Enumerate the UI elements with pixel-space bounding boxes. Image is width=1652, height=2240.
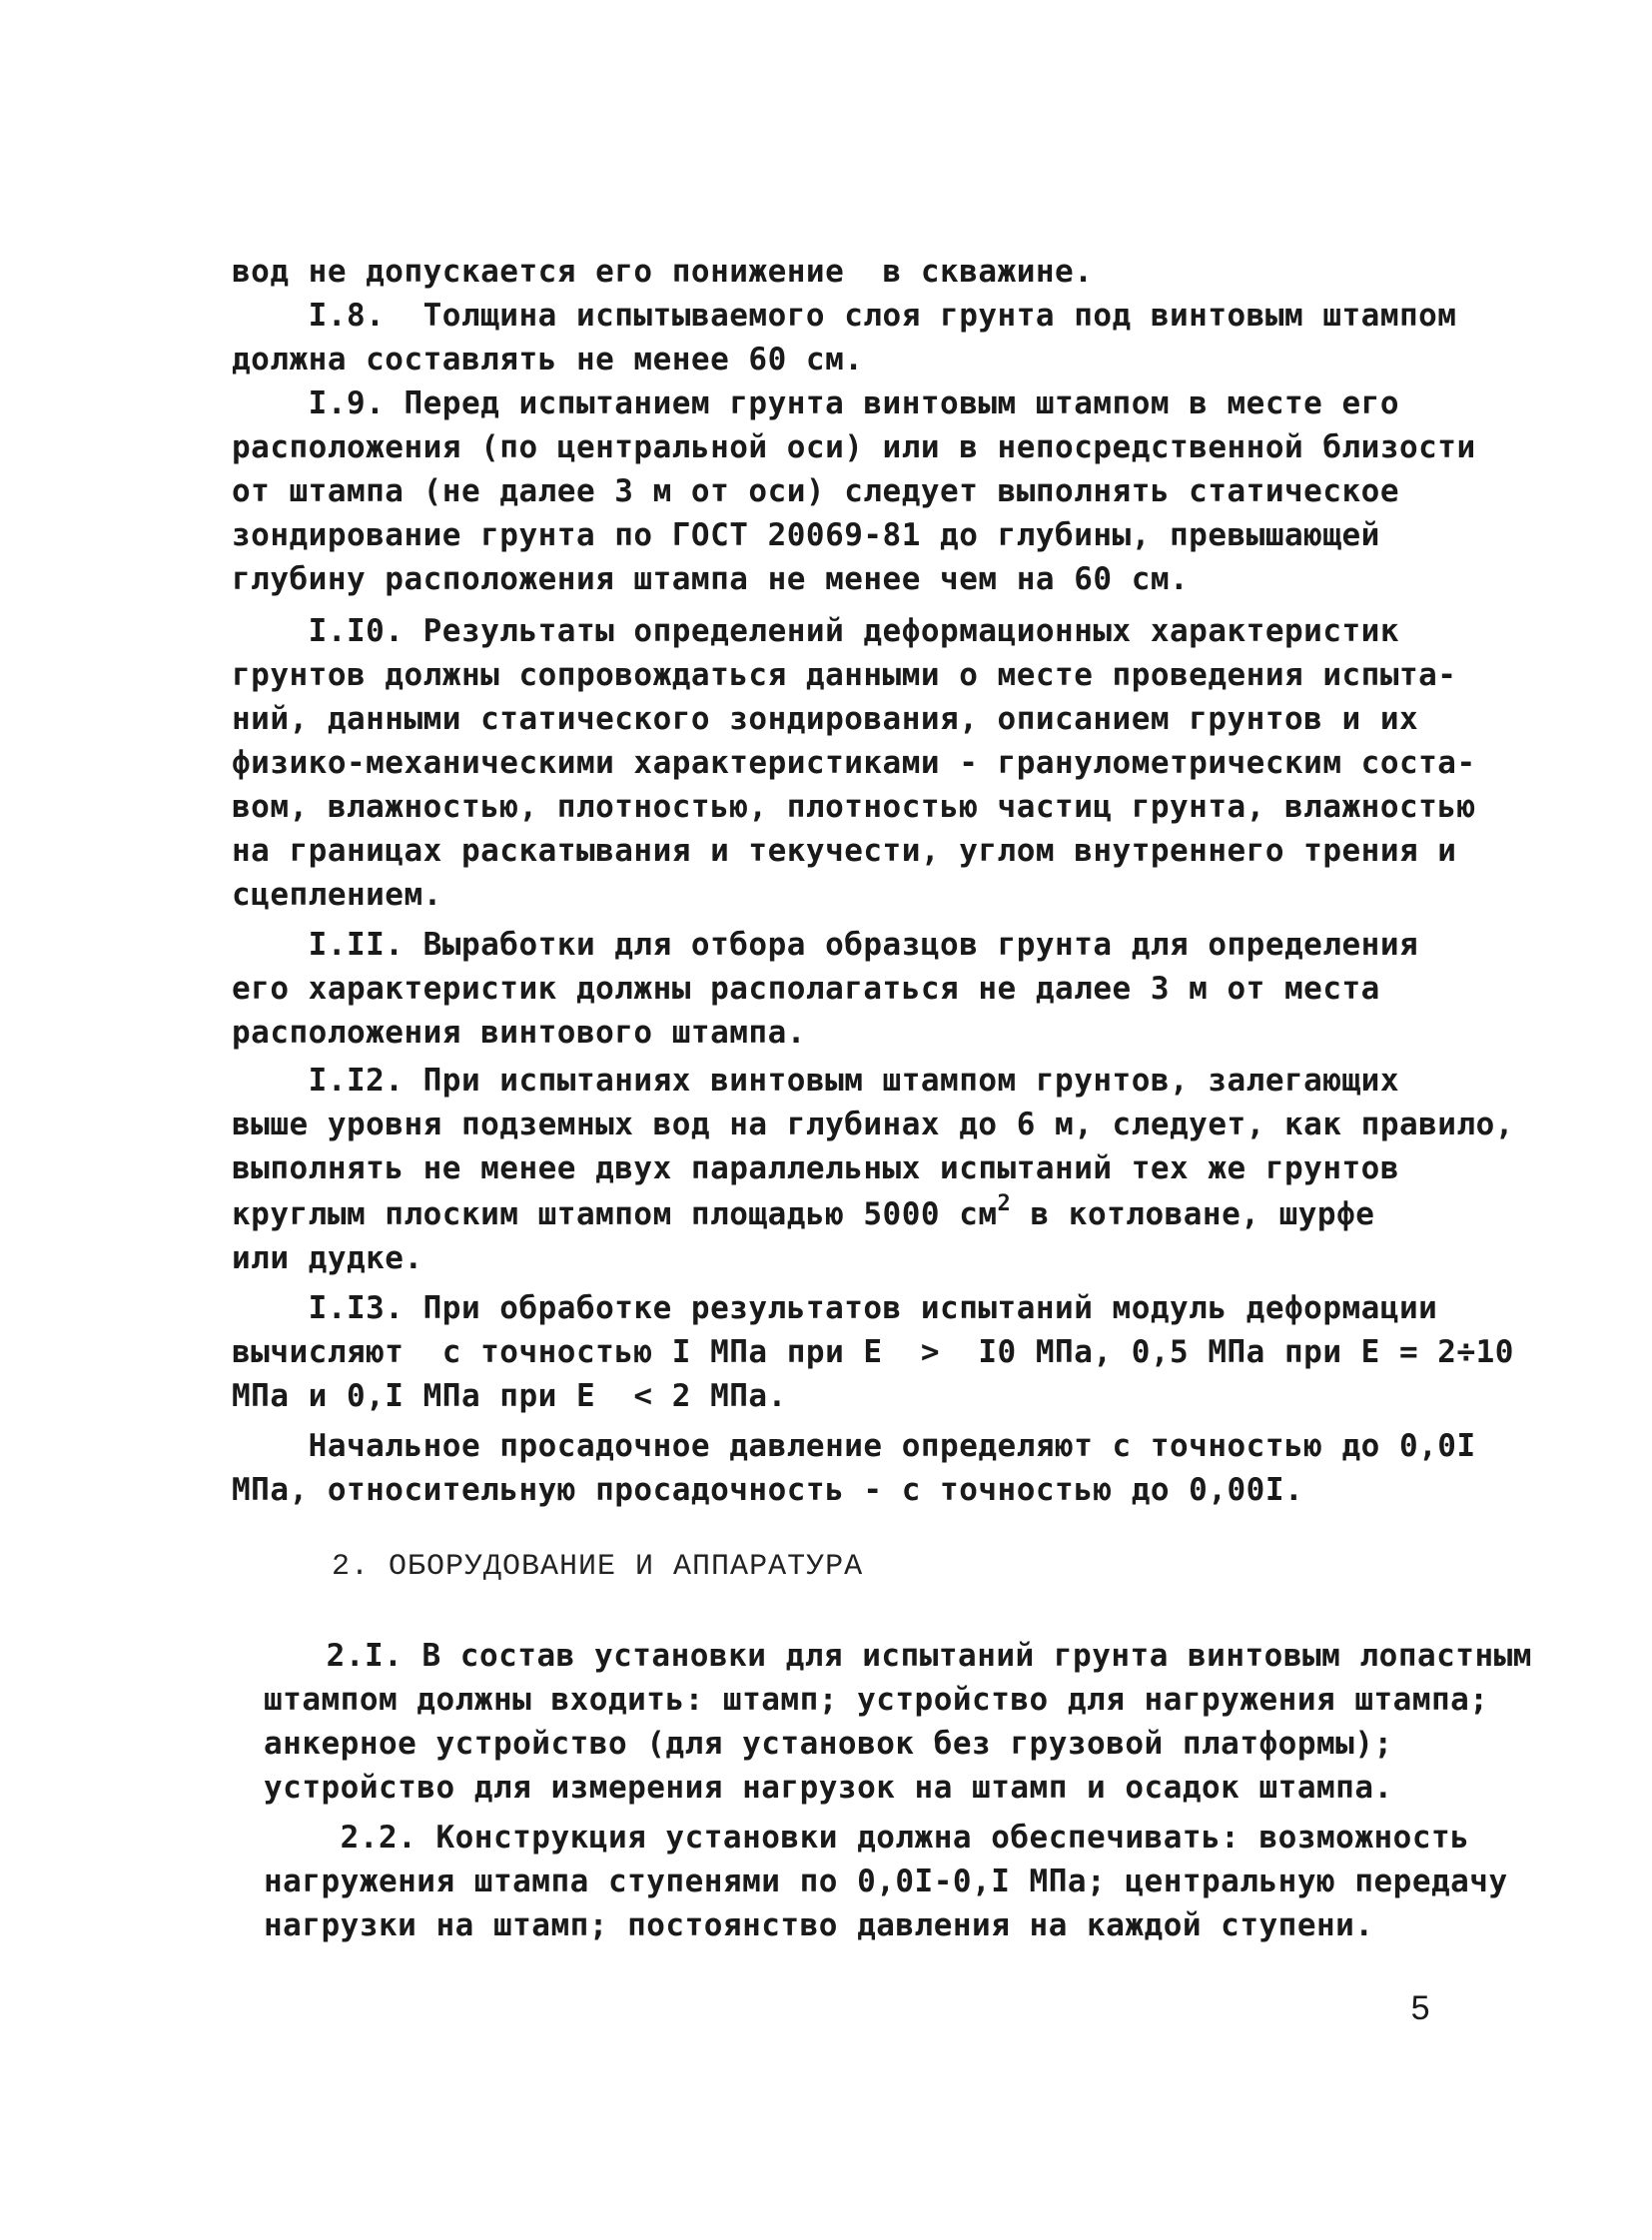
text-line: МПа, относительную просадочность - с точностью до 0,00I.: [232, 1472, 1304, 1508]
text-line: сцеплением.: [232, 877, 442, 913]
text-line: глубину расположения штампа не менее чем на 60 см.: [232, 561, 1190, 597]
text-line: I.I0. Результаты определений деформационных характеристик: [232, 613, 1399, 649]
text-line: 2.I. В состав установки для испытаний грунта винтовым лопастным: [250, 1638, 1532, 1674]
text-line: на границах раскатывания и текучести, углом внутреннего трения и: [232, 833, 1457, 869]
text-line-area: [232, 1191, 1375, 1234]
text-line: выполнять не менее двух параллельных испытаний тех же грунтов: [232, 1150, 1399, 1186]
text-line: устройство для измерения нагрузок на штамп и осадок штампа.: [264, 1770, 1393, 1806]
text-line: МПа и 0,I МПа при E < 2 МПа.: [232, 1378, 787, 1414]
text-line: расположения винтового штампа.: [232, 1015, 806, 1051]
text-line: I.I2. При испытаниях винтовым штампом грунтов, залегающих: [232, 1063, 1399, 1099]
text-line: физико-механическими характеристиками - гранулометрическим соста-: [232, 745, 1476, 781]
text-line: нагружения штампа ступенями по 0,0I-0,I МПа; центральную передачу: [264, 1864, 1508, 1899]
text-line: выше уровня подземных вод на глубинах до 6 м, следует, как правило,: [232, 1107, 1514, 1142]
area-text-suffix: в котловане, шурфе: [1011, 1196, 1375, 1232]
text-line: вом, влажностью, плотностью, плотностью частиц грунта, влажностью: [232, 789, 1476, 825]
text-line: расположения (по центральной оси) или в непосредственной близости: [232, 429, 1476, 465]
text-line: анкерное устройство (для установок без грузовой платформы);: [264, 1726, 1393, 1762]
text-line: его характеристик должны располагаться не далее 3 м от места: [232, 971, 1380, 1007]
text-line: I.9. Перед испытанием грунта винтовым штампом в месте его: [232, 385, 1399, 421]
text-line: или дудке.: [232, 1240, 423, 1276]
text-line: зондирование грунта по ГОСТ 20069-81 до глубины, превышающей: [232, 517, 1380, 553]
section-heading: 2. ОБОРУДОВАНИЕ И АППАРАТУРА: [332, 1550, 864, 1584]
area-exponent: 2: [997, 1191, 1012, 1216]
text-line: нагрузки на штамп; постоянство давления на каждой ступени.: [264, 1907, 1374, 1943]
text-line: ний, данными статического зондирования, описанием грунтов и их: [232, 701, 1419, 737]
text-line: грунтов должны сопровождаться данными о месте проведения испыта-: [232, 657, 1457, 693]
text-line: 2.2. Конструкция установки должна обеспечивать: возможность: [264, 1820, 1470, 1856]
page-number: 5: [1410, 1989, 1430, 2027]
area-text-prefix: круглым плоским штампом площадью 5000 см: [232, 1196, 998, 1232]
text-line: I.8. Толщина испытываемого слоя грунта под винтовым штампом: [232, 298, 1457, 334]
text-line: вычисляют с точностью I МПа при E > I0 МПа, 0,5 МПа при E = 2÷10: [232, 1334, 1514, 1370]
text-line: штампом должны входить: штамп; устройство для нагружения штампа;: [264, 1682, 1489, 1718]
text-line: от штампа (не далее 3 м от оси) следует выполнять статическое: [232, 473, 1399, 509]
text-line: должна составлять не менее 60 см.: [232, 342, 864, 377]
text-line: I.II. Выработки для отбора образцов грунта для определения: [232, 927, 1419, 963]
text-line: Начальное просадочное давление определяют с точностью до 0,0I: [232, 1428, 1476, 1464]
text-line: I.I3. При обработке результатов испытаний модуль деформации: [232, 1290, 1438, 1326]
text-line: вод не допускается его понижение в скважине.: [232, 254, 1094, 290]
